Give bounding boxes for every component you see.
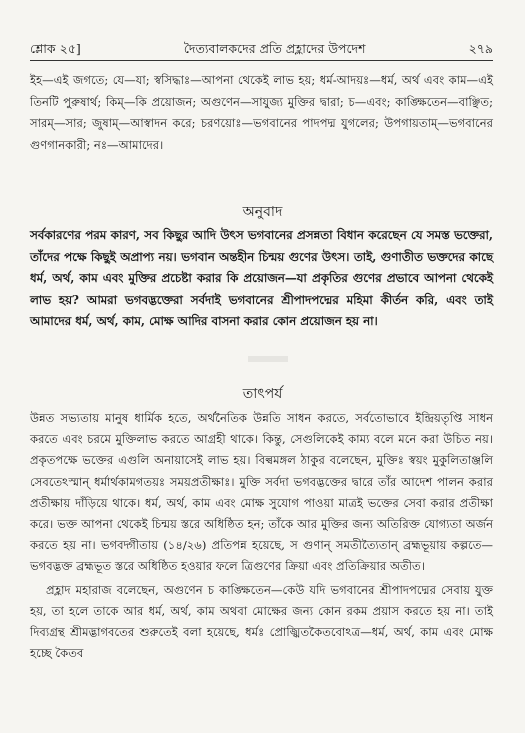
verse-reference: শ্লোক ২৫] (30, 41, 81, 56)
translation-text: সর্বকারণের পরম কারণ, সব কিছুর আদি উৎস ভগবানের প্রসন্নতা বিধান করেছেন যে সমস্ত ভক্তেরা, তাঁদের পক্ষে কিছুই অপ্রাপ্য নয়। ভগবান অন্তহীন চিন্ময় গুণের উৎস। তাই, গুণাতীত ভক্তদের কাছে ধর্ম, অর্থ, কাম এবং মুক্তির প্রচেষ্টা করার কি প্রয়োজন—যা প্রকৃতির গুণের প্রভাবে আপনা থেকেই লাভ হয়? আমরা ভগবদ্ভক্তেরা সর্বদাই ভগবানের শ্রীপাদপদ্মের মহিমা কীর্তন করি, এবং তাই আমাদের ধর্ম, অর্থ, কাম, মোক্ষ আদির বাসনা করার কোন প্রয়োজন হয় না। (30, 228, 493, 329)
purport-heading: তাৎপর্য (242, 386, 283, 402)
page-number: ২৭৯ (468, 41, 493, 56)
purport-body (30, 408, 493, 664)
page-header (30, 41, 493, 61)
header-rule (30, 60, 493, 61)
faint-mark (248, 356, 288, 362)
purport-paragraph-1: উন্নত সভ্যতায় মানুষ ধার্মিক হতে, অর্থনৈতিক উন্নতি সাধন করতে, সর্বতোভাবে ইন্দ্রিয়তৃপ্তি সাধন করতে এবং চরমে মুক্তিলাভ করতে আগ্রহী থাকে। কিন্তু, সেগুলিকেই কাম্য বলে মনে করা উচিত নয়। প্রকৃতপক্ষে ভক্তের এগুলি অনায়াসেই লাভ হয়। বিল্বমঙ্গল ঠাকুর বলেছেন, মুক্তিঃ স্বয়ং মুকুলিতাঞ্জলি সেবতেঽস্মান্ ধর্মার্থকামগতয়ঃ সময়প্রতীক্ষাঃ। মুক্তি সর্বদা ভগবদ্ভক্তের দ্বারে তাঁর আদেশ পালন করার প্রতীক্ষায় দাঁড়িয়ে থাকে। ধর্ম, অর্থ, কাম এবং মোক্ষ সুযোগ পাওয়া মাত্রই ভক্তের সেবা করার প্রতীক্ষা করে। ভক্ত আপনা থেকেই চিন্ময় স্তরে অধিষ্ঠিত হন; তাঁকে আর মুক্তির জন্য অতিরিক্ত যোগ্যতা অর্জন করতে হয় না। ভগবদ্গীতায় (১৪/২৬) প্রতিপন্ন হয়েছে, স গুণান্ সমতীত্যৈতান্ ব্রহ্মভূয়ায় কল্পতে—ভগবদ্ভক্ত ব্রহ্মভূত স্তরে অধিষ্ঠিত হওয়ার ফলে ত্রিগুণের ক্রিয়া এবং প্রতিক্রিয়ার অতীত। (30, 411, 493, 574)
chapter-title: দৈত্যবালকদের প্রতি প্রহ্লাদের উপদেশ (183, 41, 366, 56)
synonyms-block (30, 70, 493, 156)
synonyms-text: ইহ—এই জগতে; যে—যা; স্বসিদ্ধাঃ—আপনা থেকেই লাভ হয়; ধর্ম-আদয়ঃ—ধর্ম, অর্থ এবং কাম—এই তিনটি পুরুষার্থ; কিম্—কি প্রয়োজন; অগুণেন—সাযুজ্য মুক্তির দ্বারা; চ—এবং; কাঙ্ক্ষিতেন—বাঞ্ছিত; সারম্—সার; জুষাম্—আস্বাদন করে; চরণয়োঃ—ভগবানের পাদপদ্ম যুগলের; উপগায়তাম্—ভগবানের গুণগানকারী; নঃ—আমাদের। (30, 73, 493, 152)
translation-heading: অনুবাদ (242, 204, 283, 220)
purport-paragraph-2: প্রহ্লাদ মহারাজ বলেছেন, অগুণেন চ কাঙ্ক্ষিতেন—কেউ যদি ভগবানের শ্রীপাদপদ্মের সেবায় যুক্ত হয়, তা হলে তাকে আর ধর্ম, অর্থ, কাম অথবা মোক্ষের জন্য কোন রকম প্রয়াস করতে হয় না। তাই দিব্যগ্রন্থ শ্রীমদ্ভাগবতের শুরুতেই বলা হয়েছে, ধর্মঃ প্রোজ্ঝিতকৈতবোঽত্র—ধর্ম, অর্থ, কাম এবং মোক্ষ হচ্ছে কৈতব (30, 582, 493, 661)
